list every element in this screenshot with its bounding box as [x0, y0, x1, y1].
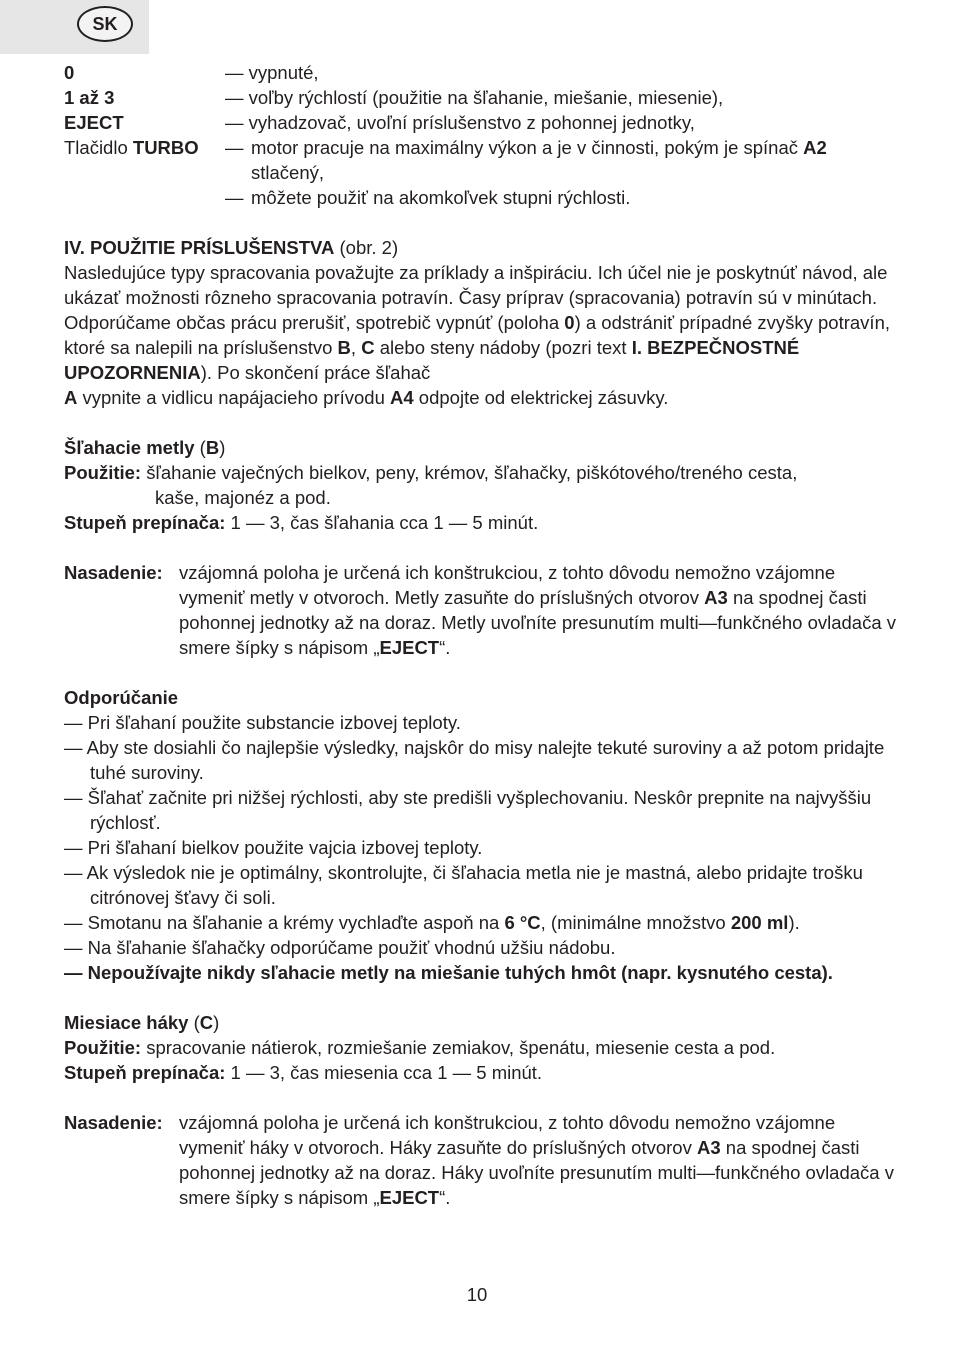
hooks-use: Použitie: spracovanie nátierok, rozmiešanie zemiakov, špenátu, miesenie cesta a pod.	[64, 1037, 776, 1058]
recommend-title: Odporúčanie	[64, 687, 179, 708]
recommend-item: — Šľahať začnite pri nižšej rýchlosti, aby ste predišli vyšplechovaniu. Neskôr prepnite na najvyššiu rýchlosť.	[64, 787, 872, 833]
control-desc: — voľby rýchlostí (použitie na šľahanie, miešanie, miesenie),	[225, 87, 724, 108]
section-intro-paragraph: Nasledujúce typy spracovania považujte za príklady a inšpiráciu. Ich účel nie je poskytnúť návod, ale ukázať možnosti rôzneho spracovania potravín. Časy príprav (spracovania) potravín sú v minútach. Odporúčame občas prácu prerušiť, spotrebič vypnúť (poloha 0) a odstrániť prípadné zvyšky potravín, ktoré sa nalepili na príslušenstvo B, C alebo steny nádoby (pozri text I. BEZPEČNOSTNÉ UPOZORNENIA). Po skončení práce šľahač A vypnite a vidlicu napájacieho prívodu A4 odpojte od elektrickej zásuvky.	[64, 262, 890, 408]
turbo-desc: motor pracuje na maximálny výkon a je v činnosti, pokým je spínač A2 stlačený,	[251, 137, 827, 183]
whisks-title: Šľahacie metly (B)	[64, 437, 226, 458]
section-heading: IV. POUŽITIE PRÍSLUŠENSTVA (obr. 2)	[64, 237, 399, 258]
hooks-title: Miesiace háky (C)	[64, 1012, 220, 1033]
language-badge: SK	[77, 6, 133, 42]
control-key: 0	[64, 62, 75, 83]
controls-list	[64, 60, 904, 210]
control-row-eject	[64, 110, 904, 135]
control-desc: — vyhadzovač, uvoľní príslušenstvo z pohonnej jednotky,	[225, 112, 695, 133]
recommend-warning: — Nepoužívajte nikdy sľahacie metly na miešanie tuhých hmôt (napr. kysnutého cesta).	[64, 962, 833, 983]
turbo-key: Tlačidlo TURBO	[64, 137, 199, 158]
recommend-item: — Aby ste dosiahli čo najlepšie výsledky, najskôr do misy nalejte tekuté suroviny a až potom pridajte tuhé suroviny.	[64, 737, 885, 783]
whisks-speed: Stupeň prepínača: 1 — 3, čas šľahania cca 1 — 5 minút.	[64, 512, 539, 533]
hooks-fitting: Nasadenie: vzájomná poloha je určená ich konštrukciou, z tohto dôvodu nemožno vzájomne vymeniť háky v otvoroch. Háky zasuňte do príslušných otvorov A3 na spodnej časti pohonnej jednotky až na doraz. Háky uvoľníte presunutím multi—funkčného ovladača v smere šípky s nápisom „EJECT“.	[64, 1112, 894, 1208]
control-key: EJECT	[64, 112, 124, 133]
recommend-item: — Pri šľahaní použite substancie izbovej teploty.	[64, 712, 461, 733]
page-number: 10	[466, 1284, 488, 1305]
control-desc: — vypnuté,	[225, 62, 319, 83]
recommend-item: — Na šľahanie šľahačky odporúčame použiť vhodnú užšiu nádobu.	[64, 937, 616, 958]
control-row-turbo	[64, 135, 904, 185]
language-tab	[0, 0, 149, 54]
control-row-off	[64, 60, 904, 85]
recommend-item: — Ak výsledok nie je optimálny, skontrolujte, či šľahacia metla nie je mastná, alebo pridajte trošku citrónovej šťavy či soli.	[64, 862, 863, 908]
recommend-item-cream: — Smotanu na šľahanie a krémy vychlaďte aspoň na 6 °C, (minimálne množstvo 200 ml).	[64, 912, 800, 933]
whisks-fitting: Nasadenie: vzájomná poloha je určená ich konštrukciou, z tohto dôvodu nemožno vzájomne vymeniť metly v otvoroch. Metly zasuňte do príslušných otvorov A3 na spodnej časti pohonnej jednotky až na doraz. Metly uvoľníte presunutím multi—funkčného ovladača v smere šípky s nápisom „EJECT“.	[64, 562, 897, 658]
recommend-item: — Pri šľahaní bielkov použite vajcia izbovej teploty.	[64, 837, 483, 858]
control-row-speeds	[64, 85, 904, 110]
dash: —	[225, 137, 244, 158]
turbo-desc-2: môžete použiť na akomkoľvek stupni rýchlosti.	[251, 187, 631, 208]
hooks-speed: Stupeň prepínača: 1 — 3, čas miesenia cca 1 — 5 minút.	[64, 1062, 543, 1083]
whisks-use-cont: kaše, majonéz a pod.	[155, 487, 331, 508]
dash: —	[225, 187, 244, 208]
manual-content	[64, 60, 904, 1210]
control-key: 1 až 3	[64, 87, 115, 108]
control-row-turbo-2	[64, 185, 904, 210]
whisks-use: Použitie: šľahanie vaječných bielkov, peny, krémov, šľahačky, piškótového/treného cesta,	[64, 462, 798, 483]
